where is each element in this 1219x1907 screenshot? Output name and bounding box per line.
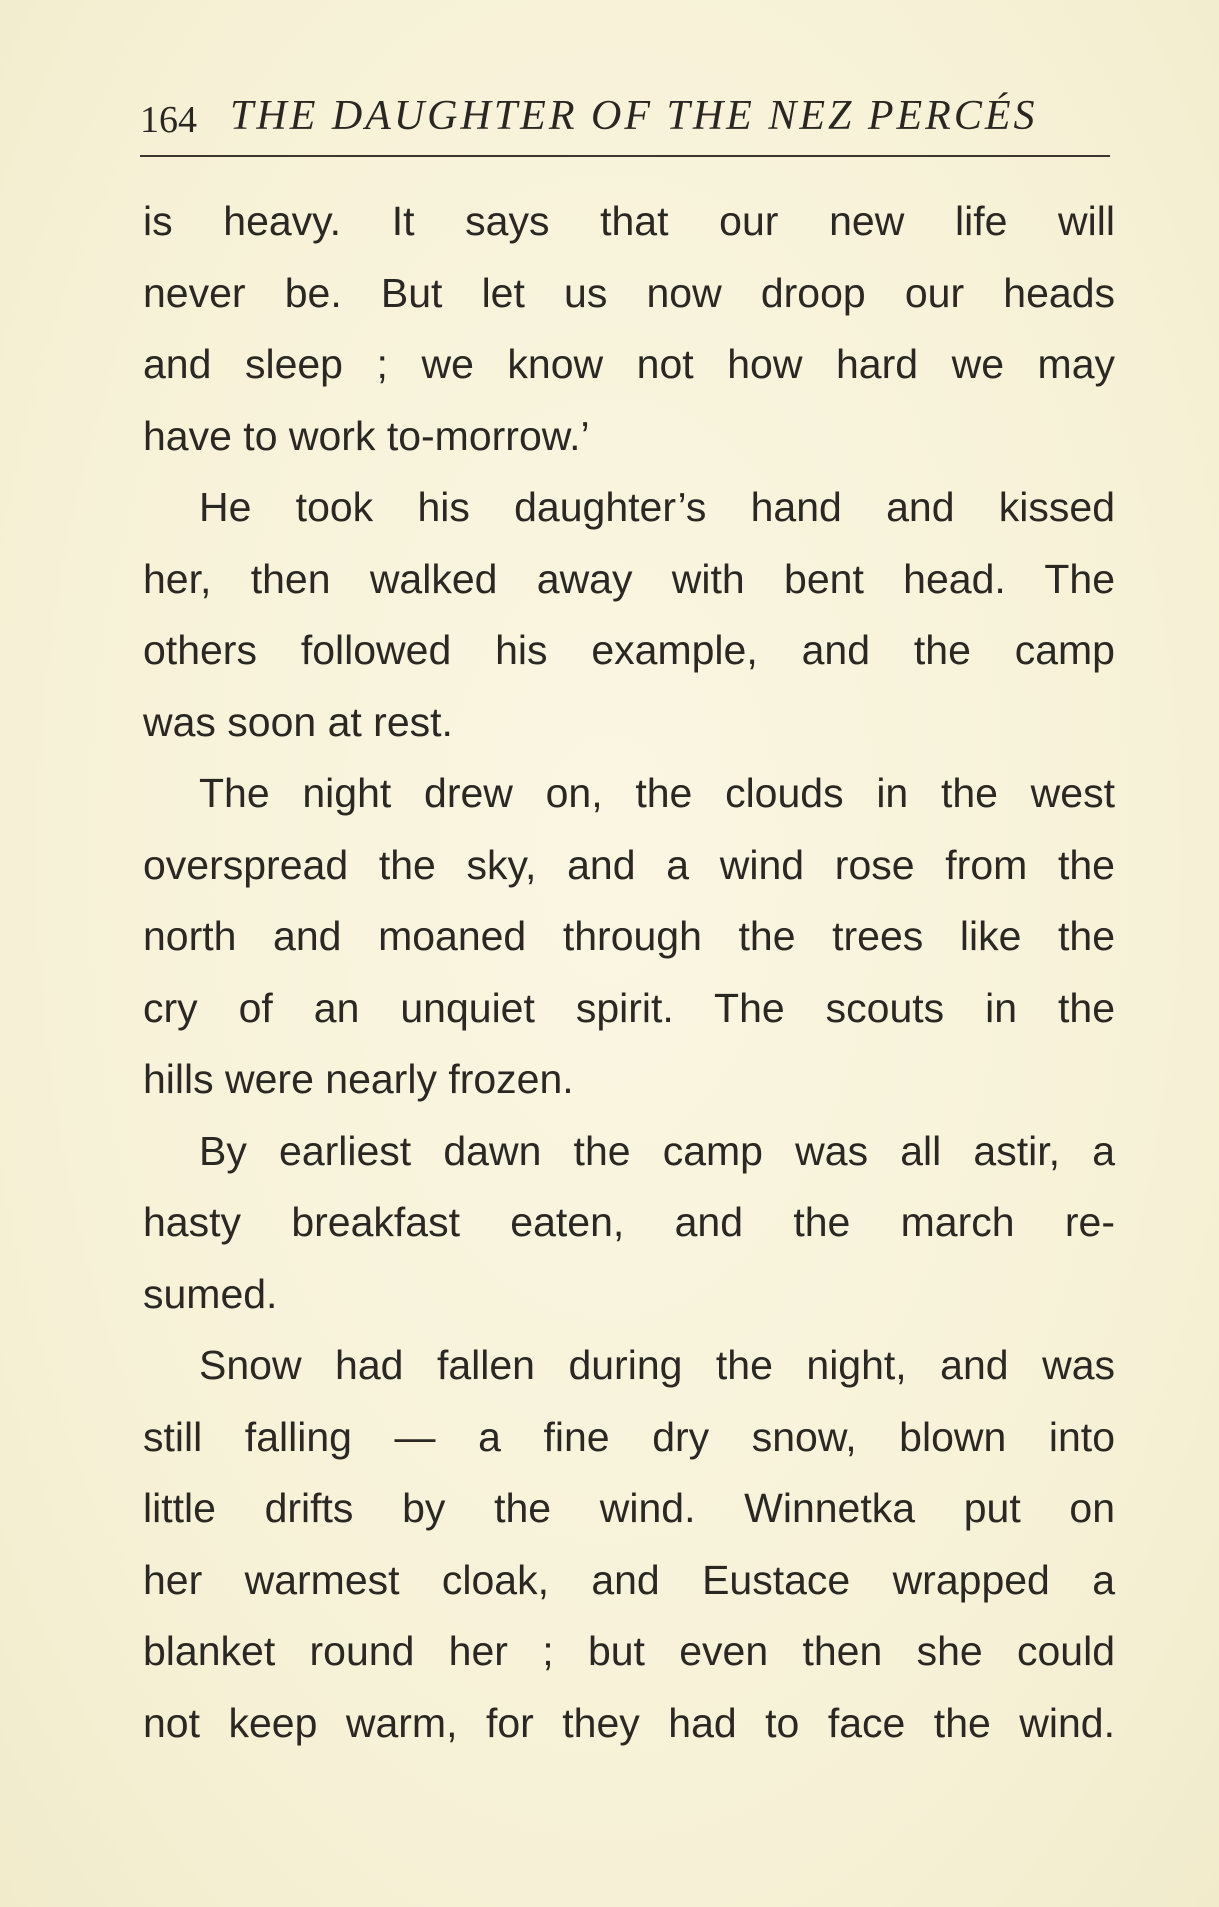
body-text: [143, 186, 1115, 1759]
text-line: He took his daughter’s hand and kissed: [199, 484, 1115, 530]
text-line: and sleep ; we know not how hard we may: [143, 341, 1115, 387]
text-line: overspread the sky, and a wind rose from the: [143, 841, 1115, 888]
text-line: her warmest cloak, and Eustace wrapped a: [143, 1556, 1115, 1603]
text-line: sumed.: [143, 1270, 278, 1317]
text-line: By earliest dawn the camp was all astir, a: [199, 1127, 1115, 1174]
text-line: have to work to-morrow.’: [143, 412, 590, 459]
text-line: hasty breakfast eaten, and the march re-: [143, 1199, 1115, 1245]
running-title: THE DAUGHTER OF THE NEZ PERCÉS: [230, 93, 1038, 139]
text-line: never be. But let us now droop our heads: [143, 269, 1115, 316]
text-line: her, then walked away with bent head. The: [143, 555, 1115, 602]
text-line: north and moaned through the trees like the: [143, 913, 1115, 959]
header-rule: [140, 155, 1110, 157]
text-line: cry of an unquiet spirit. The scouts in the: [143, 984, 1115, 1031]
text-line: Snow had fallen during the night, and was: [199, 1342, 1115, 1388]
text-line: was soon at rest.: [143, 698, 453, 745]
text-line: still falling — a fine dry snow, blown into: [143, 1413, 1115, 1460]
text-line: is heavy. It says that our new life will: [143, 198, 1115, 244]
text-line: not keep warm, for they had to face the wind.: [143, 1699, 1115, 1746]
text-line: The night drew on, the clouds in the west: [199, 770, 1115, 816]
text-line: hills were nearly frozen.: [143, 1056, 574, 1102]
text-line: others followed his example, and the camp: [143, 627, 1115, 673]
page-header: [140, 92, 1100, 152]
page-number: 164: [140, 99, 197, 141]
text-line: little drifts by the wind. Winnetka put on: [143, 1485, 1115, 1531]
text-line: blanket round her ; but even then she could: [143, 1628, 1115, 1674]
